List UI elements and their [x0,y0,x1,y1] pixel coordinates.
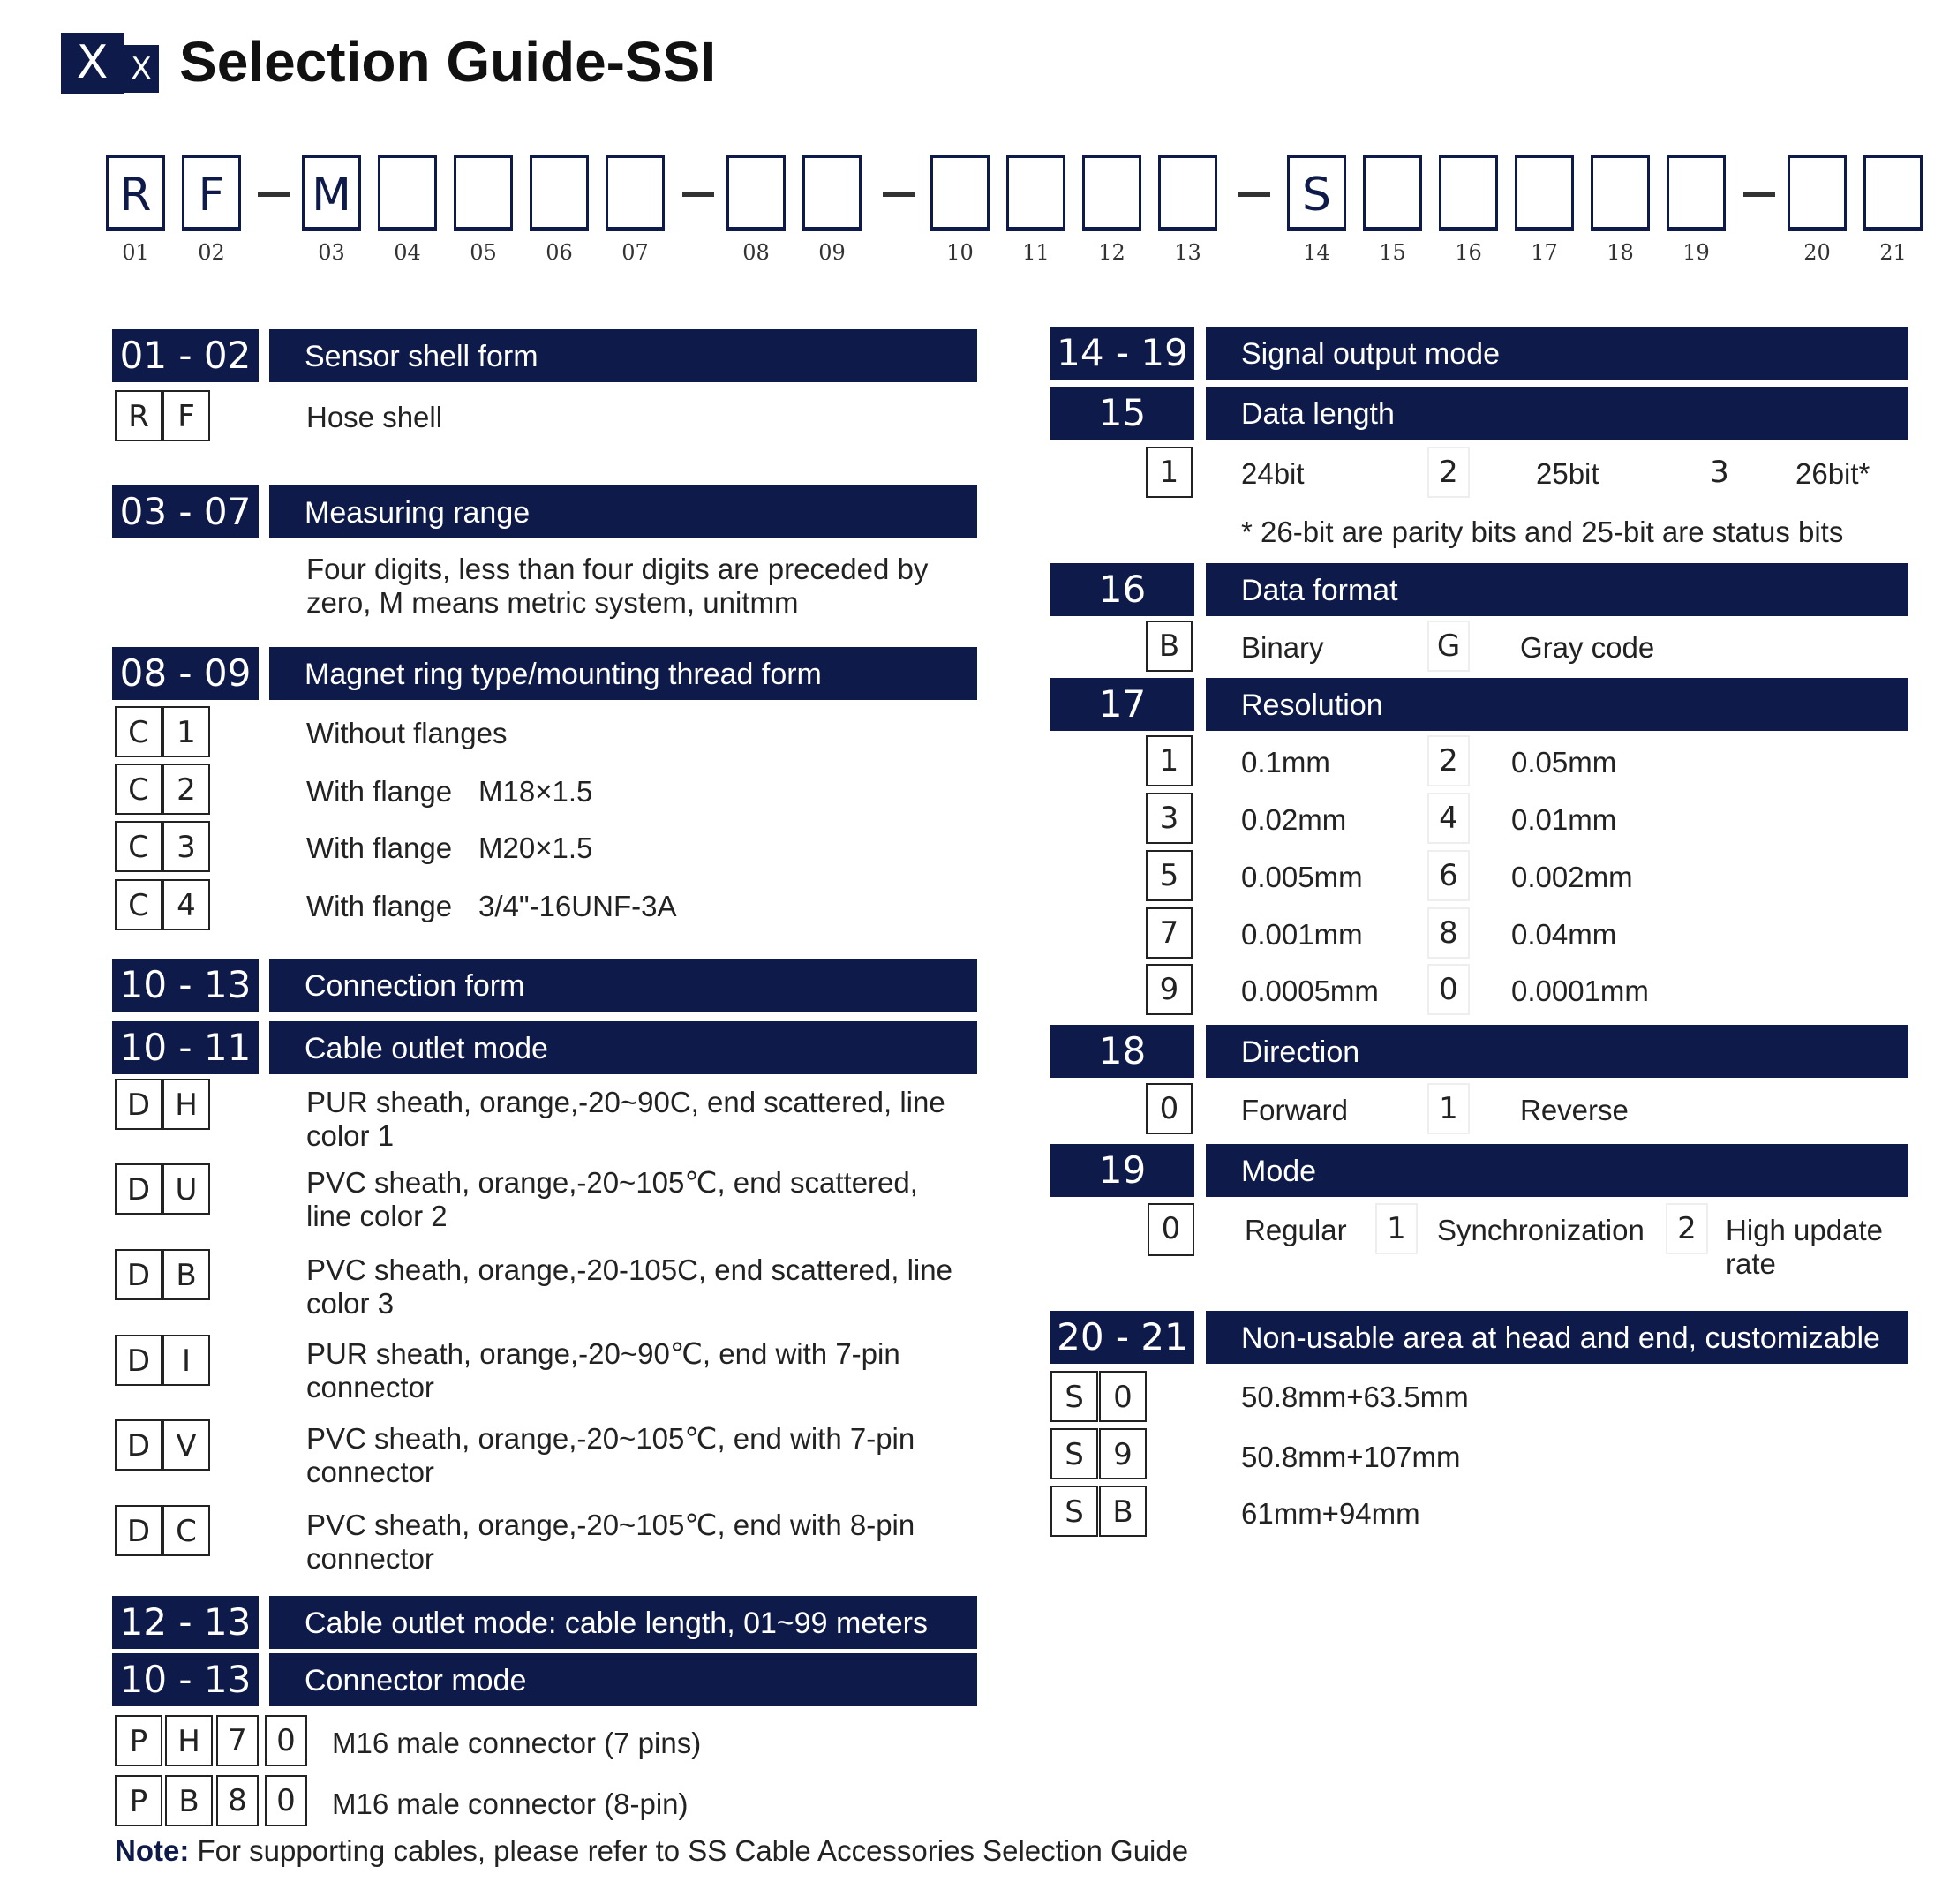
code-key: B [1146,621,1193,672]
code-position-box [930,155,990,231]
code-key: 8 [216,1775,259,1826]
section-title: Sensor shell form [269,329,977,382]
code-key: 7 [1146,907,1193,959]
option-spec: 3/4"-16UNF-3A [478,890,677,922]
code-position-number: 02 [198,240,225,265]
code-key: C [162,1505,210,1556]
code-position-number: 04 [394,240,421,265]
code-key: 0 [1148,1203,1194,1256]
section-number: 16 [1050,563,1194,616]
code-position-box: F [182,155,241,231]
section-title: Mode [1206,1144,1908,1197]
code-position-box [454,155,513,231]
code-key: V [162,1419,210,1471]
code-key: C [115,879,162,930]
code-position-number: 09 [818,240,846,265]
code-position-number: 08 [742,240,770,265]
code-key: U [162,1163,210,1215]
brand-logo [61,33,159,94]
code-key: 3 [162,821,210,872]
code-key: 1 [162,706,210,757]
code-position-number: 12 [1098,240,1125,265]
code-key: S [1050,1486,1098,1537]
code-key: 4 [162,879,210,930]
code-position-box [606,155,665,231]
code-key: 3 [1146,793,1193,844]
section-number: 10 - 13 [112,1653,259,1706]
code-position-number: 03 [318,240,345,265]
code-key: 8 [1427,907,1470,959]
code-position-number: 15 [1379,240,1406,265]
option-value: 24bit [1241,457,1305,490]
option-value: 25bit [1536,457,1599,490]
logo-letter-small: X [124,45,159,93]
option-description: PVC sheath, orange,-20~105℃, end with 7-pin connector [306,1422,915,1488]
option-label: With flange [306,775,453,808]
code-key: 4 [1427,793,1470,844]
code-position-box: S [1287,155,1346,231]
code-position-box [378,155,437,231]
section-number: 19 [1050,1144,1194,1197]
code-key: S [1050,1428,1098,1479]
code-key: D [115,1163,162,1215]
code-key: 1 [1375,1203,1418,1254]
code-key: 0 [1427,964,1470,1015]
code-key: R [115,390,162,441]
code-position-number: 17 [1531,240,1558,265]
option-value: Binary [1241,631,1324,664]
code-key: 2 [162,764,210,815]
code-key: C [115,821,162,872]
code-key: 0 [265,1715,307,1766]
option-description: PUR sheath, orange,-20~90C, end scattered, line color 1 [306,1086,945,1152]
code-position-number: 13 [1174,240,1201,265]
code-position-box [1439,155,1498,231]
code-separator-dash [682,192,714,197]
option-value: 50.8mm+63.5mm [1241,1381,1469,1413]
code-separator-dash [883,192,915,197]
code-key: B [165,1775,213,1826]
code-key: F [162,390,210,441]
code-position-number: 11 [1022,240,1050,265]
section-number: 10 - 13 [112,959,259,1012]
option-value: Regular [1245,1214,1347,1246]
code-position-box [1363,155,1422,231]
option-description: Four digits, less than four digits are preceded by zero, M means metric system, unitmm [306,553,929,619]
code-key: P [115,1715,162,1766]
note-label: Note: [115,1834,190,1867]
code-key: 7 [216,1715,259,1766]
code-key: 9 [1099,1428,1147,1479]
section-title: Measuring range [269,485,977,538]
code-position-box [802,155,862,231]
option-value: 26bit* [1795,457,1870,490]
code-separator-dash [1238,192,1270,197]
section-title: Signal output mode [1206,327,1908,380]
code-position-number: 07 [621,240,649,265]
code-key: 1 [1146,735,1193,786]
logo-letter-large: X [61,33,124,94]
option-value: 0.02mm [1241,803,1347,836]
code-key: D [115,1249,162,1300]
option-label: With flange [306,832,453,864]
option-value: 0.05mm [1511,746,1617,779]
option-spec: M20×1.5 [478,832,593,864]
code-key: S [1050,1371,1098,1422]
section-title: Non-usable area at head and end, customizable [1206,1311,1908,1364]
code-key: C [115,706,162,757]
option-value: 0.001mm [1241,918,1363,951]
section-number: 15 [1050,387,1194,440]
option-value: 0.04mm [1511,918,1617,951]
code-key: H [165,1715,213,1766]
code-key: D [115,1079,162,1130]
option-spec: M18×1.5 [478,775,593,808]
code-key: 0 [265,1775,307,1826]
code-key: 6 [1427,850,1470,901]
option-value: 61mm+94mm [1241,1497,1420,1530]
code-key: 0 [1099,1371,1147,1422]
code-key: 1 [1427,1083,1470,1134]
footnote: * 26-bit are parity bits and 25-bit are status bits [1241,516,1844,548]
section-number: 14 - 19 [1050,327,1194,380]
page-title: Selection Guide-SSI [179,30,717,94]
section-title: Direction [1206,1025,1908,1078]
footer-note [115,1834,1188,1868]
option-description: PVC sheath, orange,-20~105℃, end scattered, line color 2 [306,1166,918,1232]
code-position-box [1788,155,1847,231]
code-position-number: 01 [122,240,149,265]
code-key: 9 [1146,964,1193,1015]
code-key: B [1099,1486,1147,1537]
option-value: 0.005mm [1241,861,1363,893]
option-value: 0.1mm [1241,746,1330,779]
section-title: Data format [1206,563,1908,616]
code-position-box [1863,155,1923,231]
code-key: D [115,1419,162,1471]
code-position-box [1667,155,1726,231]
code-key: D [115,1335,162,1386]
code-position-box: R [106,155,165,231]
code-key: 3 [1698,447,1741,498]
option-value: 0.002mm [1511,861,1633,893]
section-title: Data length [1206,387,1908,440]
option-description: PVC sheath, orange,-20~105℃, end with 8-pin connector [306,1509,915,1575]
option-description: Hose shell [306,401,443,433]
code-key: D [115,1505,162,1556]
code-position-number: 16 [1455,240,1482,265]
code-key: P [115,1775,162,1826]
code-position-box [726,155,786,231]
section-number: 08 - 09 [112,647,259,700]
option-value: 0.0005mm [1241,975,1379,1007]
section-title: Magnet ring type/mounting thread form [269,647,977,700]
option-value: Synchronization [1437,1214,1645,1246]
section-title: Cable outlet mode: cable length, 01~99 meters [269,1596,977,1649]
section-title: Connection form [269,959,977,1012]
option-label: With flange [306,890,453,922]
option-value: 0.0001mm [1511,975,1649,1007]
code-position-number: 19 [1682,240,1710,265]
code-key: C [115,764,162,815]
code-position-number: 06 [546,240,573,265]
code-separator-dash [1743,192,1775,197]
code-key: 2 [1427,735,1470,786]
option-description: PVC sheath, orange,-20-105C, end scattered, line color 3 [306,1253,952,1320]
code-position-box [530,155,589,231]
code-position-number: 05 [470,240,497,265]
option-value: Gray code [1520,631,1655,664]
option-description: M16 male connector (7 pins) [332,1727,702,1759]
code-key: B [162,1249,210,1300]
section-number: 10 - 11 [112,1021,259,1074]
code-position-box: M [302,155,361,231]
code-key: 2 [1427,447,1470,498]
code-position-number: 18 [1607,240,1634,265]
code-key: 0 [1146,1083,1193,1134]
code-position-box [1515,155,1574,231]
code-separator-dash [258,192,290,197]
code-position-box [1591,155,1650,231]
section-title: Connector mode [269,1653,977,1706]
section-number: 01 - 02 [112,329,259,382]
section-number: 17 [1050,678,1194,731]
code-position-box [1158,155,1217,231]
option-value: 0.01mm [1511,803,1617,836]
option-value: High update rate [1726,1214,1883,1280]
option-value: Reverse [1520,1094,1629,1126]
code-key: 2 [1666,1203,1708,1254]
section-number: 03 - 07 [112,485,259,538]
code-key: I [162,1335,210,1386]
code-position-number: 10 [946,240,974,265]
section-number: 18 [1050,1025,1194,1078]
section-title: Resolution [1206,678,1908,731]
option-value: 50.8mm+107mm [1241,1441,1461,1473]
code-position-number: 21 [1879,240,1907,265]
option-label: Without flanges [306,717,508,749]
code-position-number: 14 [1303,240,1330,265]
section-number: 20 - 21 [1050,1311,1194,1364]
code-key: 1 [1146,447,1193,498]
note-text: For supporting cables, please refer to SS Cable Accessories Selection Guide [189,1834,1189,1867]
section-number: 12 - 13 [112,1596,259,1649]
option-description: PUR sheath, orange,-20~90℃, end with 7-pin connector [306,1337,900,1404]
code-position-box [1082,155,1141,231]
code-key: 5 [1146,850,1193,901]
option-value: Forward [1241,1094,1349,1126]
code-key: H [162,1079,210,1130]
code-position-box [1006,155,1065,231]
code-position-number: 20 [1803,240,1831,265]
section-title: Cable outlet mode [269,1021,977,1074]
option-description: M16 male connector (8-pin) [332,1787,689,1820]
code-key: G [1427,621,1470,672]
